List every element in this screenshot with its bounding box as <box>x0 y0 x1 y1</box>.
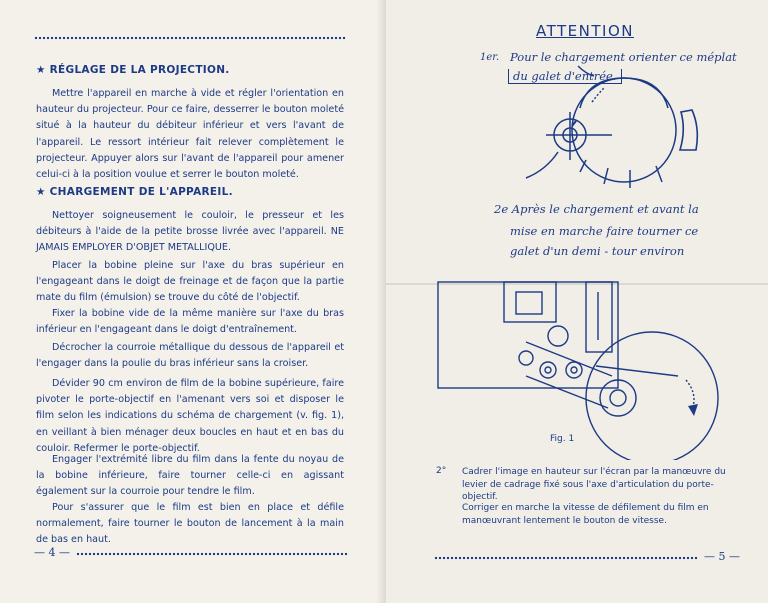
note-number-1: 1er. <box>480 52 500 63</box>
projector-figure <box>386 280 768 460</box>
paragraph: Décrocher la courroie métallique du dessous de l'appareil et l'engager dans la poulie du bras inférieur sans la croiser. <box>36 342 344 370</box>
paragraph: Engager l'extrémité libre du film dans la fente du noyau de la bobine inférieure, faire tourner celle-ci en agissant également sur la courroie pour tendre le film. <box>36 454 344 498</box>
paragraph: Pour s'assurer que le film est bien en place et défile normalement, faire tourner le bouton de lancement à la main de bas en haut. <box>36 502 344 546</box>
note-paragraph: Corriger en marche la vitesse de défilement du film en manœuvrant lentement le bouton de vitesse. <box>462 503 709 526</box>
top-dotted-rule <box>34 36 346 40</box>
paragraph: Nettoyer soigneusement le couloir, le presseur et les débiteurs à l'aide de la petite brosse livrée avec l'appareil. NE JAMAIS EMPLOYER D'OBJET METALLIQUE. <box>36 210 344 254</box>
roller-diagram <box>386 0 768 200</box>
bottom-dotted-rule <box>76 552 348 556</box>
handwritten-line: mise en marche faire tourner ce <box>510 224 699 238</box>
section-heading-projection: ★ RÉGLAGE DE LA PROJECTION. <box>36 64 230 76</box>
figure-caption: Fig. 1 <box>550 434 575 444</box>
page-number: — 5 — <box>704 550 740 563</box>
handwritten-line: du galet d'entrée. <box>508 69 622 84</box>
paragraph: Placer la bobine pleine sur l'axe du bras supérieur en l'engageant dans le doigt de freinage et de façon que la partie mate du film (émulsion) se trouve du côté de l'objectif. <box>36 260 344 304</box>
page-number: — 4 — <box>34 546 70 559</box>
attention-title: ATTENTION <box>536 22 634 40</box>
handwritten-line: galet d'un demi - tour environ <box>510 244 685 258</box>
handwritten-line: 2e Après le chargement et avant la <box>494 202 699 216</box>
note-paragraph: Cadrer l'image en hauteur sur l'écran par la manœuvre du levier de cadrage fixé sous l'axe d'articulation du porte-objectif. <box>462 467 726 502</box>
note-number-2: 2° <box>436 466 447 476</box>
paragraph: Mettre l'appareil en marche à vide et régler l'orientation en hauteur du projecteur. Pour ce faire, desserrer le bouton moleté situé à la hauteur du débiteur inférieur et vers l'avant de l'appareil. Le ressort intérieur fait relever complètement le projecteur. Appuyer alors sur l'avant de l'appareil pour amener celui-ci à la position voulue et serrer le bouton moleté. <box>36 88 344 181</box>
paragraph: Fixer la bobine vide de la même manière sur l'axe du bras inférieur en l'engageant dans le doigt d'entraînement. <box>36 308 344 336</box>
paragraph: Dévider 90 cm environ de film de la bobine supérieure, faire pivoter le porte-objectif en l'amenant vers soi et disposer le film selon les indications du schéma de chargement (v. fig. 1), en veillant à bien ménager deux boucles en haut et en bas du couloir. Refermer le porte-objectif. <box>36 378 344 454</box>
handwritten-line: Pour le chargement orienter ce méplat <box>510 50 737 64</box>
bottom-dotted-rule <box>434 556 698 560</box>
right-page <box>386 0 768 603</box>
section-heading-loading: ★ CHARGEMENT DE L'APPAREIL. <box>36 186 233 198</box>
